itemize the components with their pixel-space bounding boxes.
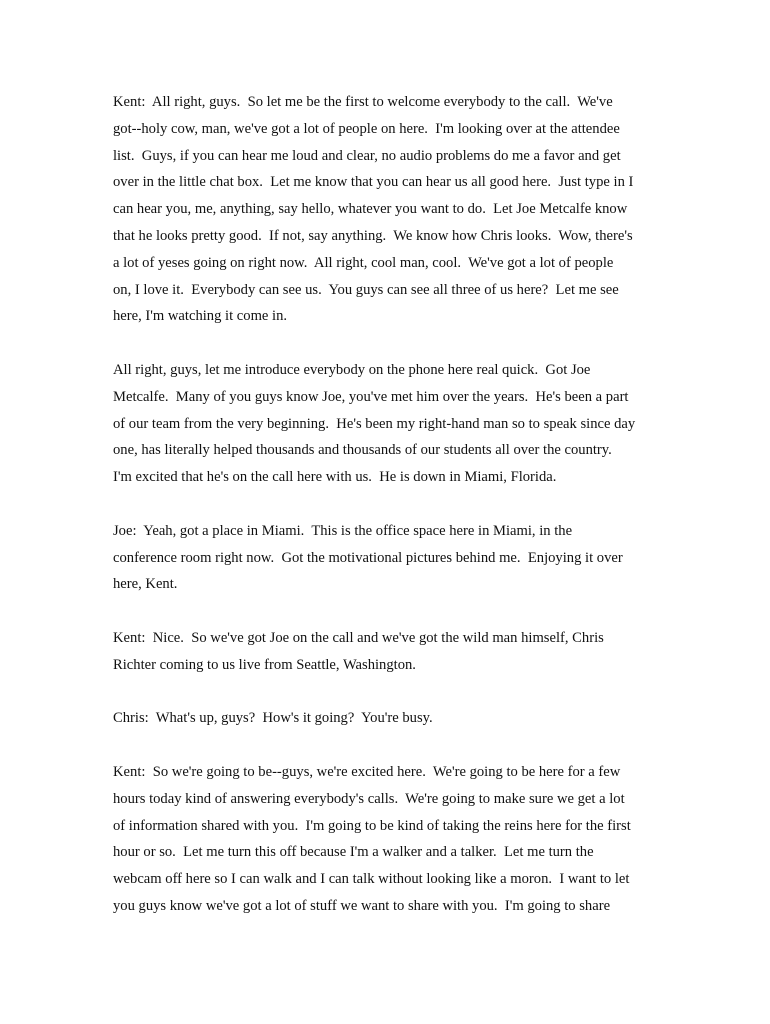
paragraph-gap [113, 330, 661, 357]
paragraph-kent-chris-intro [113, 625, 661, 679]
text-line: list. Guys, if you can hear me loud and clear, no audio problems do me a favor and get [113, 147, 621, 164]
text-line: here, I'm watching it come in. [113, 308, 288, 325]
text-line: got--holy cow, man, we've got a lot of people on here. I'm looking over at the attendee [113, 120, 620, 137]
text-line: you guys know we've got a lot of stuff we want to share with you. I'm going to share [113, 897, 611, 914]
text-line: Kent: All right, guys. So let me be the first to welcome everybody to the call. We've [113, 94, 613, 110]
paragraph-kent-introduction [113, 357, 661, 491]
transcript-body [113, 89, 661, 920]
paragraph-chris-reply [113, 705, 661, 732]
text-line: webcam off here so I can walk and I can talk without looking like a moron. I want to let [113, 871, 630, 888]
text-line: hours today kind of answering everybody's calls. We're going to make sure we get a lot [113, 790, 625, 807]
text-line: Metcalfe. Many of you guys know Joe, you've met him over the years. He's been a part [113, 388, 629, 405]
paragraph-kent-plan [113, 759, 661, 920]
paragraph-gap [113, 491, 661, 518]
text-line: on, I love it. Everybody can see us. You guys can see all three of us here? Let me see [113, 281, 619, 298]
text-line: one, has literally helped thousands and thousands of our students all over the country. [113, 442, 612, 459]
text-line: Kent: So we're going to be--guys, we're excited here. We're going to be here for a few [113, 763, 621, 780]
text-line: All right, guys, let me introduce everybody on the phone here real quick. Got Joe [113, 361, 591, 378]
paragraph-gap [113, 598, 661, 625]
paragraph-gap [113, 732, 661, 759]
text-line: of information shared with you. I'm going to be kind of taking the reins here for the first [113, 817, 631, 834]
text-line: here, Kent. [113, 576, 178, 593]
text-line: hour or so. Let me turn this off because I'm a walker and a talker. Let me turn the [113, 844, 594, 861]
paragraph-joe-reply [113, 518, 661, 598]
text-line: of our team from the very beginning. He's been my right-hand man so to speak since day [113, 415, 636, 432]
text-line: Kent: Nice. So we've got Joe on the call and we've got the wild man himself, Chris [113, 629, 604, 646]
text-line: Richter coming to us live from Seattle, Washington. [113, 656, 416, 673]
paragraph-kent-welcome [113, 89, 661, 330]
text-line: a lot of yeses going on right now. All right, cool man, cool. We've got a lot of people [113, 254, 614, 271]
text-line: Chris: What's up, guys? How's it going? You're busy. [113, 710, 433, 727]
text-line: over in the little chat box. Let me know that you can hear us all good here. Just type in I [113, 174, 634, 191]
text-line: Joe: Yeah, got a place in Miami. This is the office space here in Miami, in the [113, 522, 573, 539]
text-line: can hear you, me, anything, say hello, whatever you want to do. Let Joe Metcalfe know [113, 201, 628, 218]
text-line: I'm excited that he's on the call here with us. He is down in Miami, Florida. [113, 469, 557, 486]
text-line: conference room right now. Got the motivational pictures behind me. Enjoying it over [113, 549, 623, 566]
paragraph-gap [113, 679, 661, 706]
text-line: that he looks pretty good. If not, say anything. We know how Chris looks. Wow, there's [113, 227, 633, 244]
